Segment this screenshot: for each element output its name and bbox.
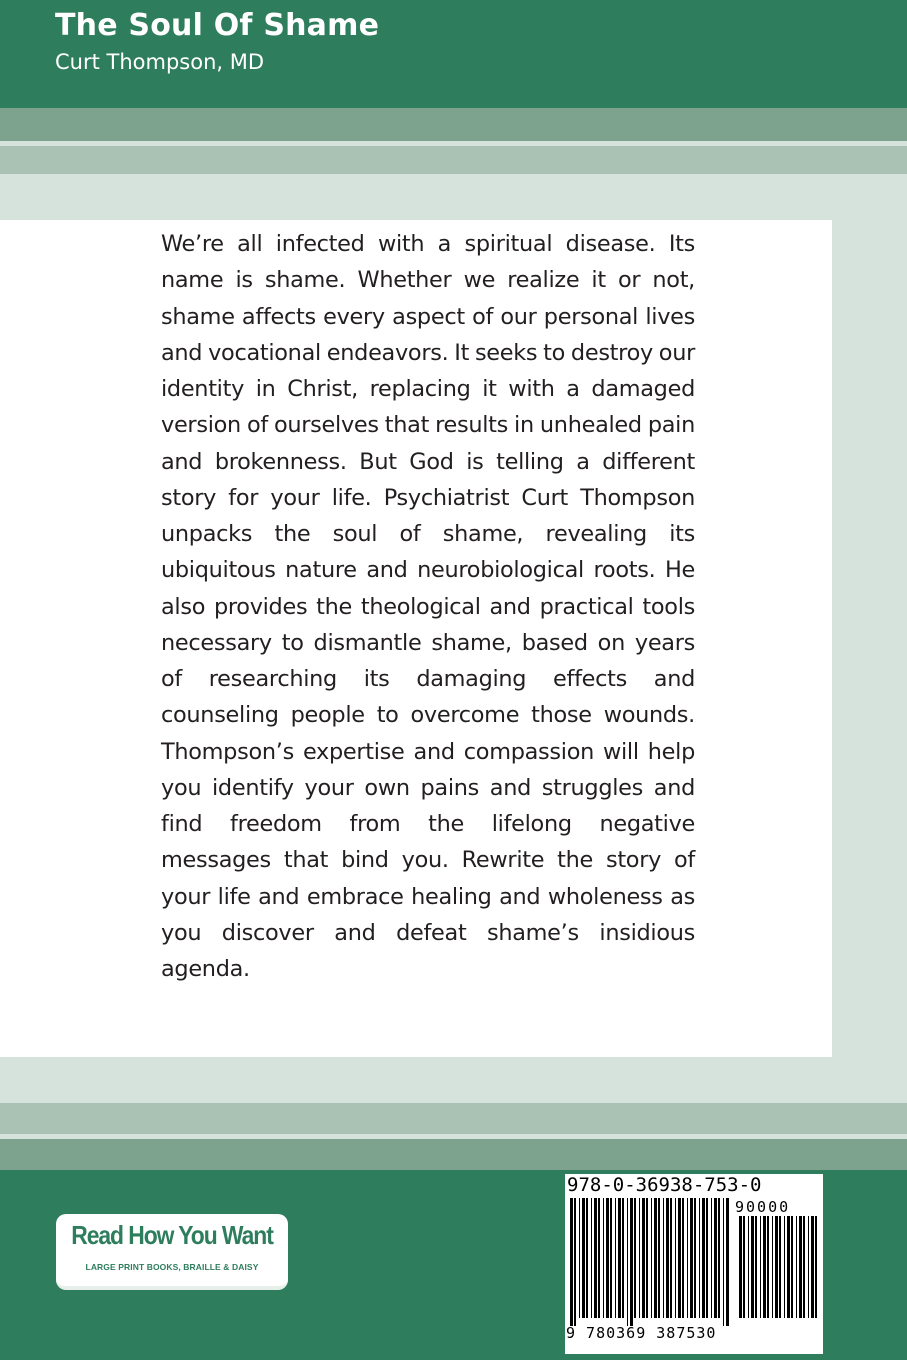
addon-barcode: [737, 1216, 821, 1350]
decorative-band: [0, 1139, 907, 1170]
barcode-bar: [714, 1198, 717, 1318]
barcode-bar: [711, 1198, 712, 1318]
publisher-logo-name: Read How You Want: [71, 1220, 273, 1250]
barcode-bar: [796, 1216, 797, 1318]
barcode-bar: [591, 1198, 592, 1318]
decorative-band: [0, 108, 907, 141]
barcode-bar: [772, 1216, 773, 1318]
publisher-logo: [56, 1214, 288, 1290]
barcode-bar: [687, 1198, 688, 1318]
barcode-bar: [748, 1216, 749, 1318]
barcode-bar: [811, 1216, 814, 1318]
barcode-bar: [755, 1216, 757, 1318]
barcode-bar: [654, 1198, 657, 1318]
barcode-bar: [751, 1216, 754, 1318]
barcode-bar: [799, 1216, 802, 1318]
barcode-bar: [622, 1198, 624, 1318]
barcode-bar: [646, 1198, 648, 1318]
decorative-band: [0, 1103, 907, 1134]
isbn-number: 978-0-36938-753-0: [567, 1174, 762, 1196]
barcode-bar: [603, 1198, 604, 1318]
decorative-band: [0, 146, 907, 174]
book-description: We’re all infected with a spiritual disease. Its name is shame. Whether we realize it or not, shame affects every aspect of our personal lives and vocational endeavors. It seeks to destroy our identity in Christ, replacing it with a damaged version of ourselves that results in unhealed pain and brokenness. But God is telling a different story for your life. Psychiatrist Curt Thompson unpacks the soul of shame, revealing its ubiquitous nature and neurobiological roots. He also provides the theological and practical tools necessary to dismantle shame, based on years of researching its damaging effects and counseling people to overcome those wounds. Thompson’s expertise and compassion will help you identify your own pains and struggles and find freedom from the lifelong negative messages that bind you. Rewrite the story of your life and embrace healing and wholeness as you discover and defeat shame’s insidious agenda.: [161, 231, 695, 982]
barcode-bar: [694, 1198, 696, 1318]
barcode-bar: [690, 1198, 693, 1318]
barcode-bar: [663, 1198, 664, 1318]
barcode-bar: [791, 1216, 793, 1318]
barcode-bar: [627, 1198, 628, 1326]
publisher-logo-tagline: LARGE PRINT BOOKS, BRAILLE & DAISY: [85, 1262, 259, 1272]
barcode-bar: [739, 1216, 742, 1318]
barcode-bar: [784, 1216, 785, 1318]
barcode-bar: [803, 1216, 805, 1318]
barcode-addon-number: 90000: [735, 1198, 791, 1216]
barcode-bar: [606, 1198, 609, 1318]
barcode-bar: [775, 1216, 778, 1318]
cover-header: [0, 0, 907, 108]
barcode-bar: [574, 1198, 576, 1326]
barcode-bar: [639, 1198, 640, 1318]
barcode-bar: [706, 1198, 708, 1318]
barcode-bar: [651, 1198, 652, 1318]
barcode-bar: [579, 1198, 580, 1318]
barcode-bar: [666, 1198, 669, 1318]
barcode-bar: [594, 1198, 597, 1318]
barcode-bar: [682, 1198, 684, 1318]
barcode-bar: [586, 1198, 588, 1318]
barcode-bar: [678, 1198, 681, 1318]
barcode-bar: [570, 1198, 573, 1326]
barcode-bar: [808, 1216, 809, 1318]
barcode-bar: [642, 1198, 645, 1318]
barcode-bar: [598, 1198, 600, 1318]
barcode-bar: [787, 1216, 790, 1318]
barcode-bar: [675, 1198, 676, 1318]
barcode-bar: [582, 1198, 585, 1318]
barcode-bar: [702, 1198, 705, 1318]
barcode-bar: [723, 1198, 724, 1326]
ean-digits: 9 780369 387530: [566, 1324, 717, 1342]
barcode-bar: [618, 1198, 621, 1318]
barcode-bar: [718, 1198, 720, 1318]
book-title: The Soul Of Shame: [55, 8, 380, 43]
barcode-bar: [699, 1198, 700, 1318]
barcode-bar: [658, 1198, 660, 1318]
barcode-bar: [610, 1198, 612, 1318]
barcode-bar: [615, 1198, 616, 1318]
barcode-bar: [743, 1216, 745, 1318]
ean-barcode: [568, 1198, 730, 1326]
barcode-bar: [779, 1216, 781, 1318]
barcode-bar: [670, 1198, 672, 1318]
barcode-bar: [815, 1216, 817, 1318]
barcode-bar: [760, 1216, 761, 1318]
barcode-bar: [726, 1198, 729, 1326]
book-author: Curt Thompson, MD: [55, 50, 265, 74]
barcode-bar: [767, 1216, 769, 1318]
barcode-bar: [630, 1198, 633, 1326]
barcode-bar: [634, 1198, 636, 1318]
barcode-bar: [763, 1216, 766, 1318]
